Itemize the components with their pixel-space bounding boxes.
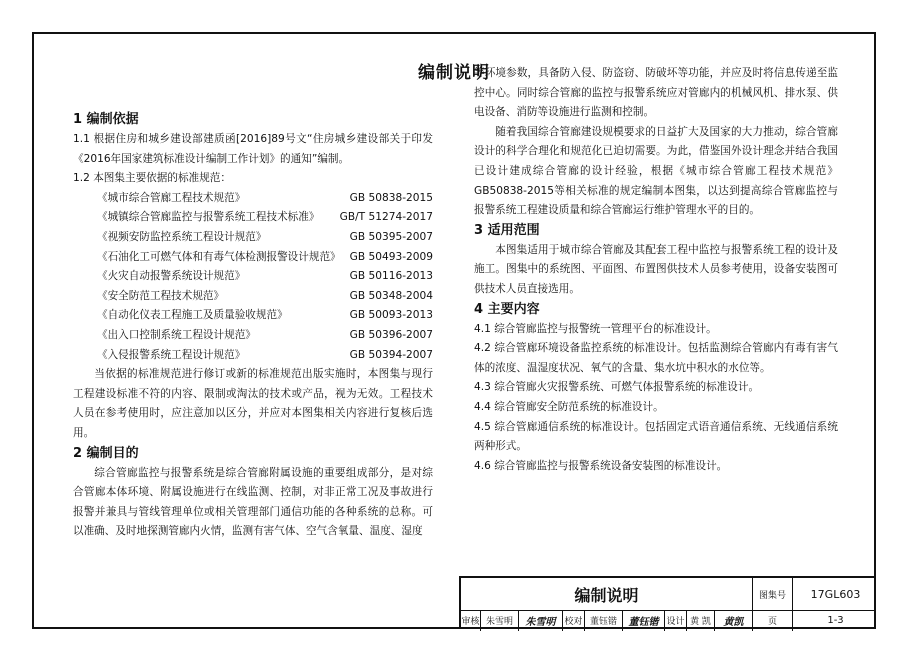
content-item: 4.5 综合管廊通信系统的标准设计。包括固定式语音通信系统、无线通信系统两种形式。 (474, 420, 838, 453)
standard-name: 《城市综合管廊工程技术规范》 (97, 191, 246, 204)
content-item: 4.4 综合管廊安全防范系统的标准设计。 (474, 400, 664, 413)
standard-item (73, 346, 433, 366)
standard-item (73, 208, 433, 228)
standard-item (73, 326, 433, 346)
check-label: 校对 (563, 610, 585, 631)
standard-code: GB 50395-2007 (349, 230, 433, 243)
standard-name: 《入侵报警系统工程设计规范》 (97, 348, 246, 361)
standards-list (73, 189, 433, 365)
standard-item (73, 228, 433, 248)
content-item: 4.1 综合管廊监控与报警统一管理平台的标准设计。 (474, 322, 717, 335)
standard-name: 《石油化工可燃气体和有毒气体检测报警设计规范》 (97, 250, 341, 263)
standard-item (73, 189, 433, 209)
standard-code: GB 50348-2004 (349, 289, 433, 302)
section-1-1-paragraph: 1.1 根据住房和城乡建设部建质函[2016]89号文“住房城乡建设部关于印发《2016年国家建筑标准设计编制工作计划》的通知”编制。 (73, 133, 433, 165)
designer-name: 黄 凯 (687, 610, 715, 631)
section-3-heading: 3 适用范围 (474, 222, 540, 238)
standard-name: 《安全防范工程技术规范》 (97, 289, 225, 302)
page-title: 编制说明 (418, 63, 490, 83)
reviewer-signature: 朱雪明 (519, 610, 563, 631)
checker-name: 董钰锴 (585, 610, 623, 631)
standard-name: 《自动化仪表工程施工及质量验收规范》 (97, 309, 288, 322)
page-label: 页 (753, 610, 793, 631)
content-item: 4.6 综合管廊监控与报警系统设备安装图的标准设计。 (474, 459, 728, 472)
drawing-sheet (32, 32, 876, 629)
section-4-heading: 4 主要内容 (474, 301, 540, 317)
right-column (474, 64, 838, 476)
checker-signature: 董钰锴 (623, 610, 665, 631)
standard-code: GB 50394-2007 (349, 348, 433, 361)
standard-item (73, 287, 433, 307)
page-number: 1-3 (827, 615, 844, 626)
design-label: 设计 (665, 610, 687, 631)
standard-item (73, 306, 433, 326)
section-1-2-paragraph: 1.2 本图集主要依据的标准规范： (73, 172, 231, 185)
standard-code: GB/T 51274-2017 (339, 211, 433, 224)
section-2-paragraph-1: 综合管廊监控与报警系统是综合管廊附属设施的重要组成部分，是对综合管廊本体环境、附属设施进行在线监测、控制，对非正常工况及事故进行报警并兼具与管线管理单位或相关管理部门通信功能的各种系统的总称。可以准确、及时地探测管廊内火情，监测有害气体、空气含氧量、温度、湿度 (73, 466, 433, 538)
standard-item (73, 248, 433, 268)
main-content-list (474, 320, 838, 477)
standard-item (73, 267, 433, 287)
standard-name: 《城镇综合管廊监控与报警系统工程技术标准》 (97, 211, 320, 224)
standard-code: GB 50093-2013 (349, 309, 433, 322)
title-block-signature-row (461, 610, 876, 631)
atlas-number-label: 图集号 (753, 578, 793, 610)
atlas-number: 17GL603 (810, 587, 861, 601)
review-label: 审核 (461, 610, 481, 631)
content-item: 4.2 综合管廊环境设备监控系统的标准设计。包括监测综合管廊内有毒有害气体的浓度、温湿度状况、氧气的含量、集水坑中积水的水位等。 (474, 342, 838, 374)
title-block-title: 编制说明 (461, 578, 753, 610)
standard-code: GB 50396-2007 (349, 328, 433, 341)
section-2-paragraph-1-continued: 等环境参数，具备防入侵、防盗窃、防破坏等功能，并应及时将信息传递至监控中心。同时综合管廊的监控与报警系统应对管廊内的机械风机、排水泵、供电设备、消防等设施进行监测和控制。 (474, 67, 838, 119)
reviewer-name: 朱雪明 (481, 610, 519, 631)
section-2-paragraph-2: 随着我国综合管廊建设规模要求的日益扩大及国家的大力推动，综合管廊设计的科学合理化和规范化已迫切需要。为此，借鉴国外设计理念并结合我国已设计建成综合管廊的设计经验，根据《城市综合管廊工程技术规范》GB50838-2015等相关标准的规定编制本图集，以达到提高综合管廊监控与报警系统工程建设质量和综合管廊运行维护管理水平的目的。 (474, 125, 838, 217)
section-2-heading: 2 编制目的 (73, 445, 139, 461)
left-column (73, 110, 433, 542)
standard-code: GB 50116-2013 (349, 270, 433, 283)
title-block-top-row (461, 578, 876, 611)
content-item: 4.3 综合管廊火灾报警系统、可燃气体报警系统的标准设计。 (474, 381, 760, 394)
standards-note-paragraph: 当依据的标准规范进行修订或新的标准规范出版实施时，本图集与现行工程建设标准不符的内容、限制或淘汰的技术或产品，视为无效。工程技术人员在参考使用时，应注意加以区分，并应对本图集相关内容进行复核后选用。 (73, 368, 433, 439)
standard-code: GB 50493-2009 (349, 250, 433, 263)
standard-name: 《出入口控制系统工程设计规范》 (97, 328, 256, 341)
standard-name: 《火灾自动报警系统设计规范》 (97, 270, 246, 283)
title-block (459, 576, 876, 629)
standard-name: 《视频安防监控系统工程设计规范》 (97, 230, 267, 243)
designer-signature: 黄凯 (715, 610, 753, 631)
section-1-heading: 1 编制依据 (73, 112, 139, 127)
standard-code: GB 50838-2015 (349, 191, 433, 204)
section-3-paragraph: 本图集适用于城市综合管廊及其配套工程中监控与报警系统工程的设计及施工。图集中的系统图、平面图、布置图供技术人员参考使用，设备安装图可供技术人员直接选用。 (474, 243, 838, 295)
